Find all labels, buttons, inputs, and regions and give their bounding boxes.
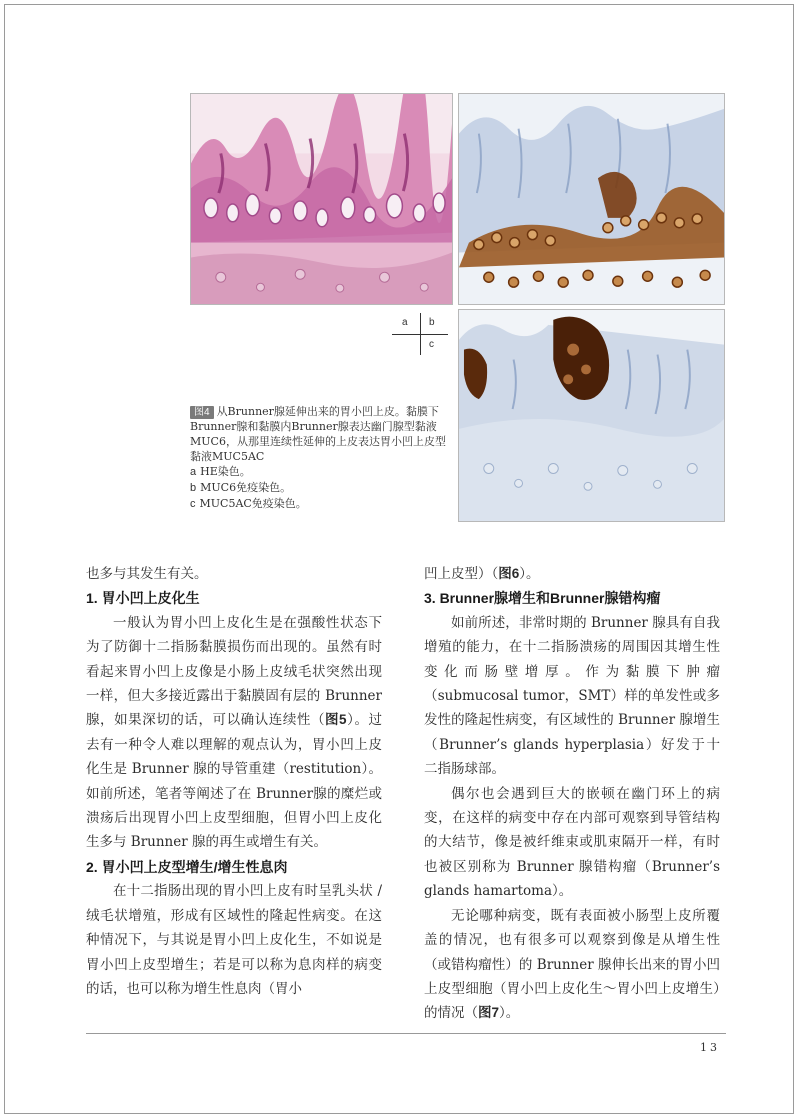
panel-key-c: c [429, 339, 434, 350]
caption-item-text: HE染色。 [200, 465, 251, 478]
right-column [424, 562, 720, 1026]
micrograph-muc5ac-stain [458, 309, 725, 522]
paragraph-text: 一般认为胃小凹上皮化生是在强酸性状态下为了防御十二指肠黏膜损伤而出现的。虽然有时看起来胃小凹上皮像是小肠上皮绒毛状突然出现一样，但大多接近露出于黏膜固有层的 Brunner 腺，如果深切的话，可以确认连续性（ [86, 614, 382, 729]
panel-key-horizontal-line [392, 334, 448, 335]
paragraph-brunner-hamartoma: 偶尔也会遇到巨大的嵌顿在幽门环上的病变，在这样的病变中存在内部可观察到导管结构的大结节，像是被纤维束或肌束隔开一样，有时也被区别称为 Brunner 腺错构瘤（Brunner’s glands hamartoma）。 [424, 785, 720, 900]
paragraph-continuation [424, 562, 720, 586]
footer-divider [86, 1033, 726, 1034]
section-heading-1: 1. 胃小凹上皮化生 [86, 590, 200, 607]
caption-item-text: MUC5AC免疫染色。 [199, 497, 307, 510]
micrograph-muc6-stain [458, 93, 725, 305]
panel-key [392, 313, 448, 355]
paragraph-text: ）。 [519, 566, 540, 582]
figure-reference-5[interactable]: 图5 [325, 712, 347, 728]
paragraph-continuation: 也多与其发生有关。 [86, 566, 208, 582]
paragraph-brunner-hyperplasia: 如前所述，非常时期的 Brunner 腺具有自我增殖的能力，在十二指肠溃疡的周围因其增生性变化而肠壁增厚。作为黏膜下肿瘤（submucosal tumor，SMT）样的单发性或多发性的隆起性病变，有区域性的 Brunner 腺增生（Brunner’s glands hyperplasia）好发于十二指肠球部。 [424, 614, 720, 778]
caption-item-text: MUC6免疫染色。 [200, 481, 292, 494]
left-column [86, 562, 382, 1001]
page-number: 13 [700, 1041, 720, 1054]
section-heading-2: 2. 胃小凹上皮型增生/增生性息肉 [86, 858, 288, 875]
figure-caption [190, 404, 452, 512]
caption-item-c [190, 496, 452, 512]
micrograph-he-stain [190, 93, 453, 305]
caption-item-a [190, 464, 452, 480]
figure-reference-6[interactable]: 图6 [498, 566, 520, 581]
caption-item-letter: b [190, 482, 197, 494]
section-heading-3: 3. Brunner腺增生和Brunner腺错构瘤 [424, 590, 661, 607]
figure-reference-7[interactable]: 图7 [478, 1005, 500, 1021]
caption-item-letter: a [190, 466, 197, 478]
paragraph-surface-epithelium [424, 904, 720, 1026]
paragraph-text: 凹上皮型）（ [424, 566, 499, 582]
paragraph-text: 无论哪种病变，既有表面被小肠型上皮所覆盖的情况，也有很多可以观察到像是从增生性（或错构瘤性）的 Brunner 腺伸长出来的胃小凹上皮型细胞（胃小凹上皮化生～胃小凹上皮增生）的情况（ [424, 907, 720, 1022]
panel-key-b: b [429, 317, 435, 328]
caption-item-b [190, 480, 452, 496]
paragraph-text: ）。 [499, 1005, 520, 1022]
paragraph-text: ）。过去有一种令人难以理解的观点认为，胃小凹上皮化生是 Brunner 腺的导管重建（restitution）。如前所述，笔者等阐述了在 Brunner腺的糜烂或溃疡后出现胃小凹上皮型细胞，但胃小凹上皮化生多与 Brunner 腺的再生或增生有关。 [86, 712, 383, 851]
figure-badge: 图4 [190, 406, 214, 419]
panel-key-a: a [402, 317, 408, 328]
paragraph-hyperplasia: 在十二指肠出现的胃小凹上皮有时呈乳头状 / 绒毛状增殖，形成有区域性的隆起性病变。在这种情况下，与其说是胃小凹上皮化生，不如说是胃小凹上皮型增生；若是可以称为息肉样的病变的话，也可以称为增生性息肉（胃小 [86, 883, 382, 997]
caption-item-letter: c [190, 498, 196, 510]
paragraph-foveolar-metaplasia [86, 611, 382, 855]
caption-text: 从Brunner腺延伸出来的胃小凹上皮。黏膜下Brunner腺和黏膜内Brunner腺表达幽门腺型黏液MUC6，从那里连续性延伸的上皮表达胃小凹上皮型黏液MUC5AC [190, 405, 446, 463]
